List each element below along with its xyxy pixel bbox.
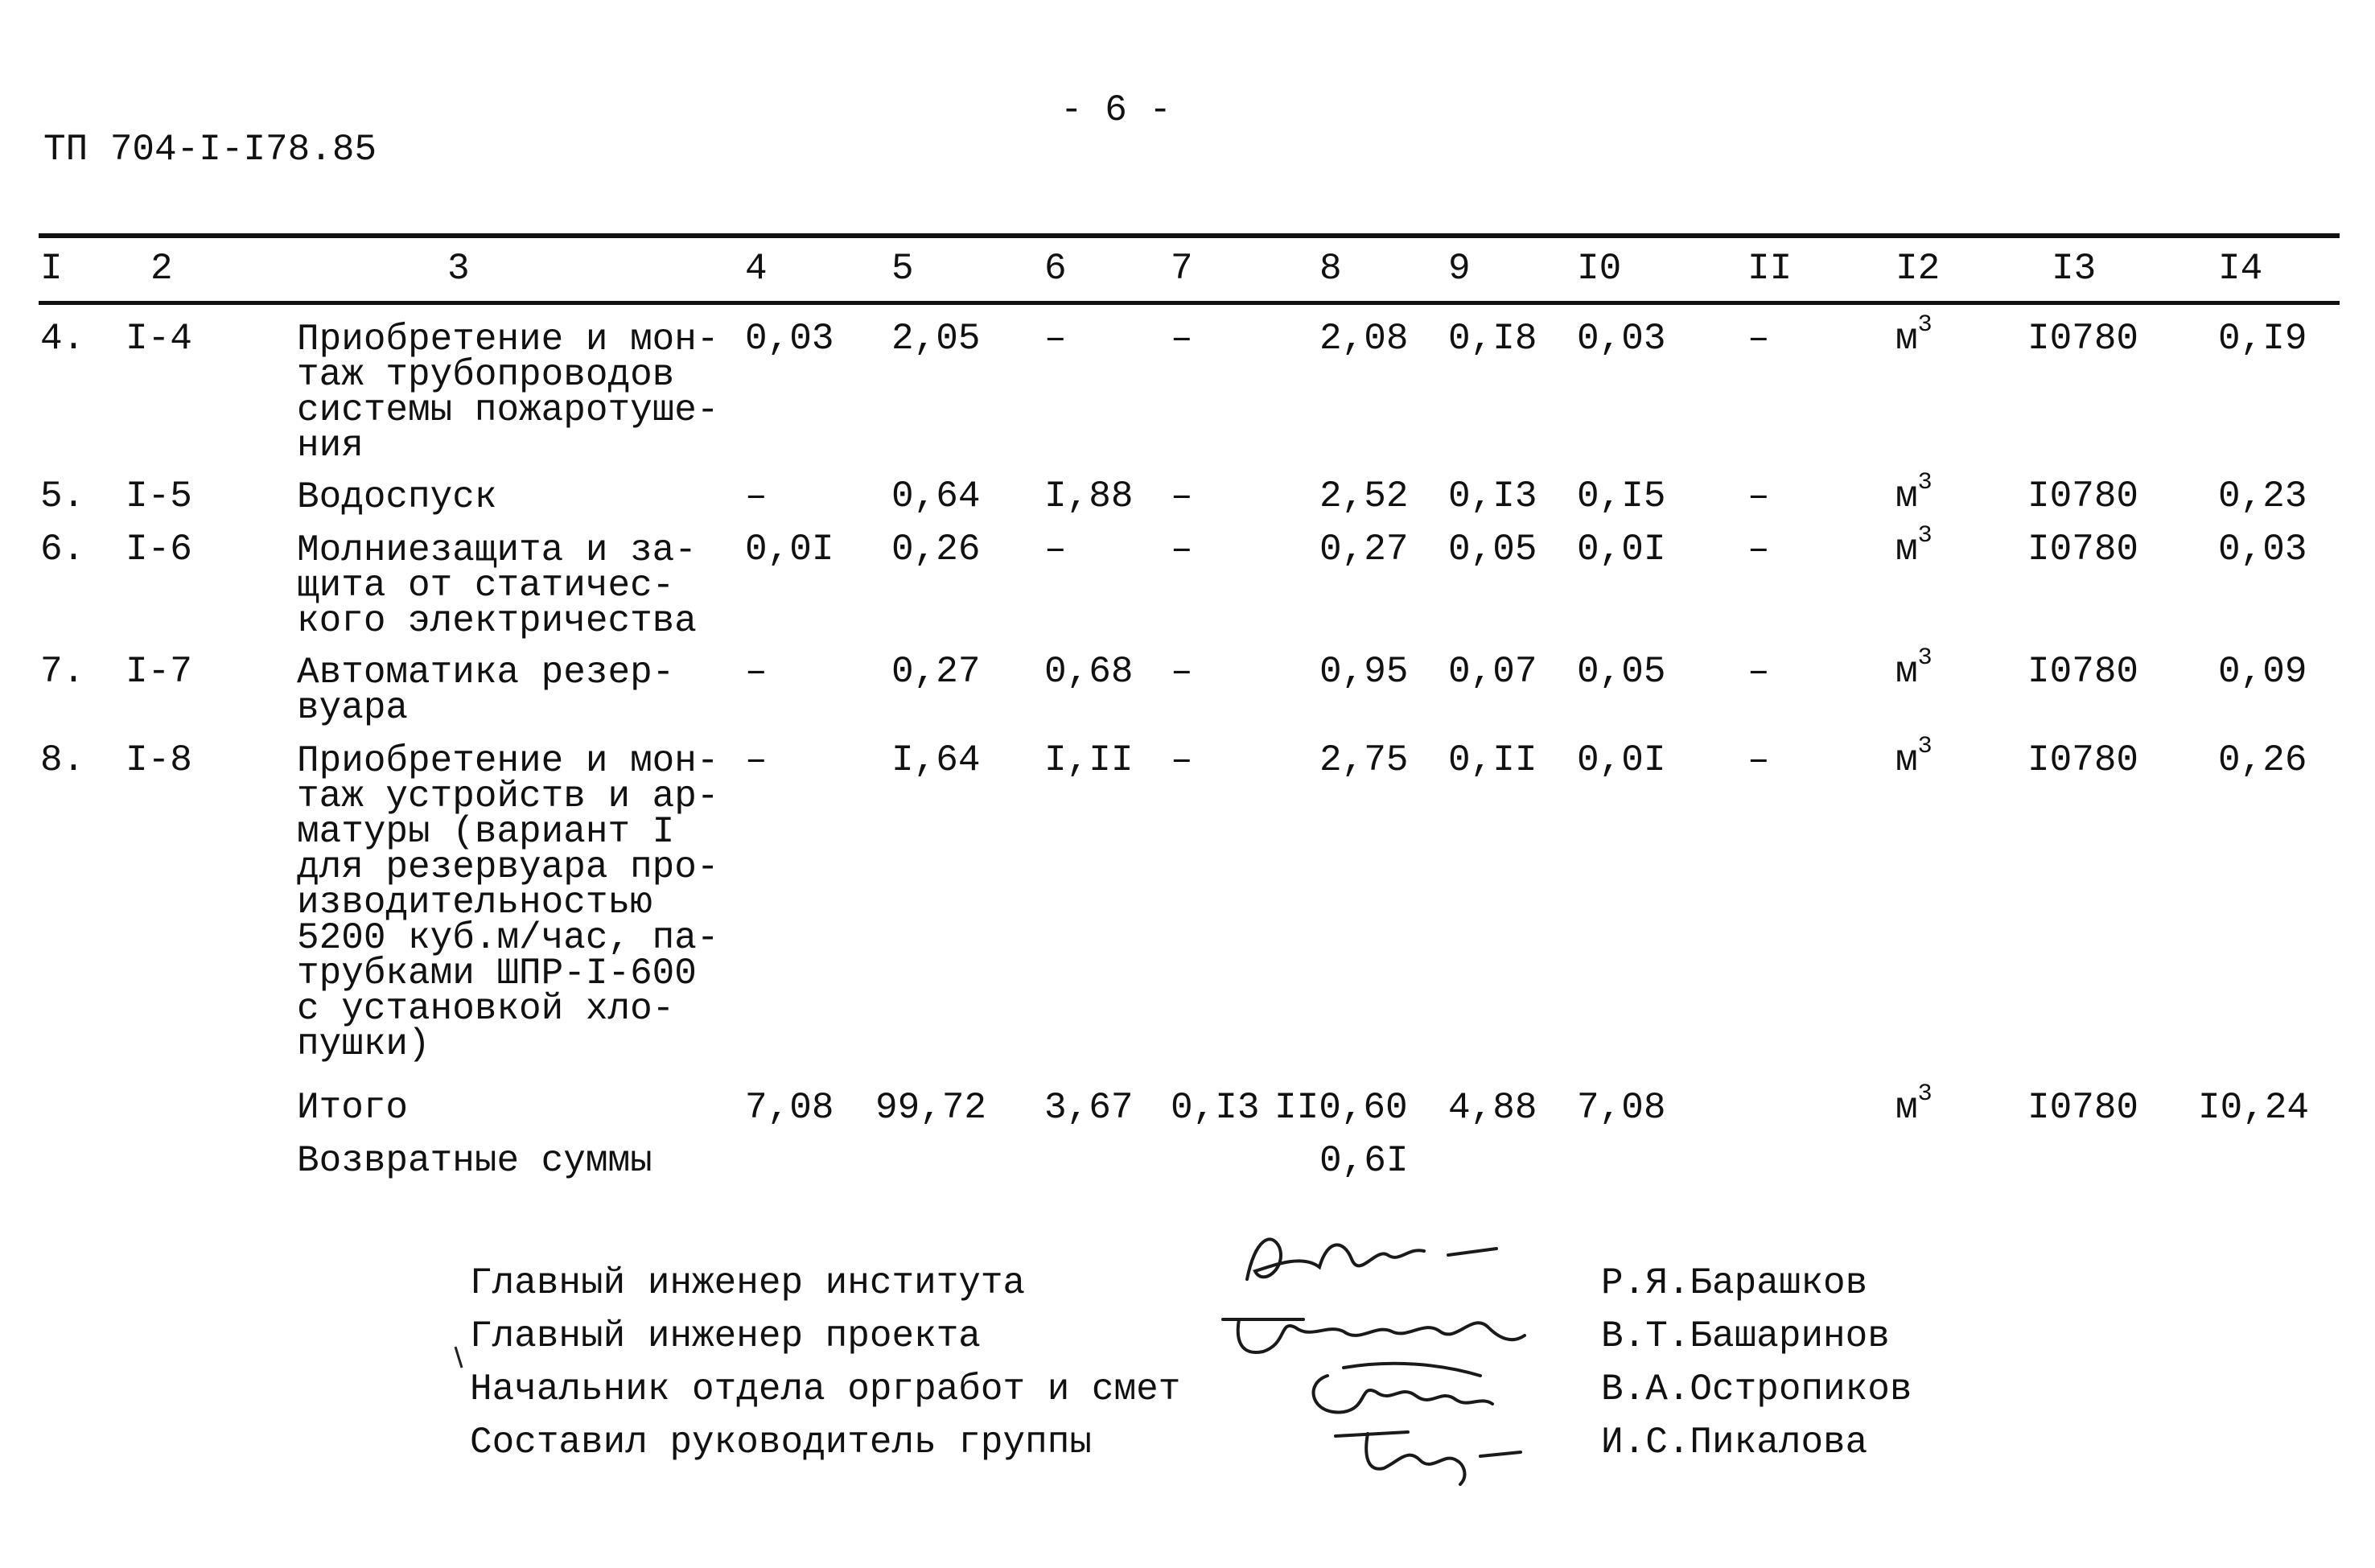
cell-col7: – (1171, 475, 1193, 517)
unit-exponent: 3 (1917, 469, 1933, 496)
cell-unit (1895, 311, 1933, 360)
cell-col9: 0,II (1448, 739, 1537, 781)
cell-col4: – (745, 475, 768, 517)
signatory-title: Составил руководитель группы (470, 1422, 1092, 1463)
cell-col8: 2,52 (1319, 475, 1409, 517)
row-description: Молниезащита и за- щита от статичес- кого электричества (297, 529, 697, 642)
table-header-rule (39, 301, 2340, 305)
cell-col7: – (1171, 529, 1193, 570)
signatory-title: Главный инженер института (470, 1262, 1026, 1304)
row-number: 8. (40, 739, 85, 781)
cell-col13: I0780 (2027, 529, 2139, 570)
col-header: 7 (1171, 248, 1193, 290)
document-code: ТП 704-I-I78.85 (43, 129, 377, 171)
signatory-title: Главный инженер проекта (470, 1315, 981, 1357)
pen-mark (451, 1344, 475, 1376)
col-header: 4 (745, 248, 768, 290)
col-header: 2 (150, 248, 173, 290)
cell-col14: 0,03 (2218, 529, 2307, 570)
row-number: 4. (40, 318, 85, 360)
cell-col14: 0,23 (2218, 475, 2307, 517)
cell-col9: 0,07 (1448, 651, 1537, 693)
cell-col13: I0780 (2027, 651, 2139, 693)
cell-unit (1895, 522, 1933, 570)
cell-col13: I0780 (2027, 318, 2139, 360)
row-code: I-4 (126, 318, 192, 360)
cell-col9: 0,I8 (1448, 318, 1537, 360)
cell-col7: – (1171, 318, 1193, 360)
page-number: - 6 - (1060, 89, 1172, 131)
col-header: I (40, 248, 63, 290)
unit-exponent: 3 (1917, 644, 1933, 672)
cell-col11: – (1747, 651, 1770, 693)
row-code: I-7 (126, 651, 192, 693)
cell-col8: 2,08 (1319, 318, 1409, 360)
unit-exponent: 3 (1917, 733, 1933, 760)
total-unit (1895, 1080, 1933, 1129)
total-col9: 4,88 (1448, 1087, 1537, 1129)
table-top-rule (39, 233, 2340, 238)
unit-text: м (1895, 529, 1918, 570)
cell-col13: I0780 (2027, 475, 2139, 517)
cell-col7: – (1171, 651, 1193, 693)
unit-text: м (1895, 739, 1918, 781)
cell-col5: 0,26 (891, 529, 981, 570)
cell-col4: 0,0I (745, 529, 834, 570)
cell-unit (1895, 644, 1933, 693)
col-header: 3 (447, 248, 470, 290)
unit-text: м (1895, 475, 1918, 517)
cell-col10: 0,I5 (1577, 475, 1666, 517)
cell-col11: – (1747, 318, 1770, 360)
cell-col6: I,88 (1044, 475, 1134, 517)
cell-col14: 0,09 (2218, 651, 2307, 693)
cell-col6: – (1044, 318, 1067, 360)
cell-col8: 0,27 (1319, 529, 1409, 570)
cell-col6: – (1044, 529, 1067, 570)
col-header: 6 (1044, 248, 1067, 290)
cell-col6: I,II (1044, 739, 1134, 781)
col-header: I2 (1895, 248, 1941, 290)
cell-col9: 0,I3 (1448, 475, 1537, 517)
row-description: Приобретение и мон- таж трубопроводов системы пожаротуше- ния (297, 319, 719, 467)
col-header: I0 (1577, 248, 1622, 290)
unit-text: м (1895, 1087, 1918, 1129)
cell-col10: 0,05 (1577, 651, 1666, 693)
total-label: Итого (297, 1087, 409, 1129)
cell-col10: 0,0I (1577, 529, 1666, 570)
col-header: 8 (1319, 248, 1342, 290)
total-col5: 99,72 (875, 1087, 987, 1129)
cell-col5: 0,64 (891, 475, 981, 517)
signatory-name: В.Т.Башаринов (1601, 1315, 1890, 1357)
cell-col10: 0,0I (1577, 739, 1666, 781)
unit-exponent: 3 (1917, 311, 1933, 339)
cell-col5: 0,27 (891, 651, 981, 693)
signature-4 (1319, 1416, 1529, 1488)
col-header: I4 (2218, 248, 2263, 290)
cell-col14: 0,26 (2218, 739, 2307, 781)
cell-unit (1895, 733, 1933, 781)
unit-text: м (1895, 651, 1918, 693)
col-header: I3 (2052, 248, 2097, 290)
cell-col11: – (1747, 739, 1770, 781)
cell-col4: – (745, 651, 768, 693)
signatory-title: Начальник отдела оргработ и смет (470, 1368, 1181, 1410)
cell-col8: 2,75 (1319, 739, 1409, 781)
cell-col4: – (745, 739, 768, 781)
row-description: Приобретение и мон- таж устройств и ар- матуры (вариант I для резервуара про- изводительностью 5200 куб.м/час, па- трубками ШПР-I-600 с установкой хло- пушки) (297, 740, 719, 1065)
row-number: 5. (40, 475, 85, 517)
total-col7: 0,I3 (1171, 1087, 1260, 1129)
cell-col5: I,64 (891, 739, 981, 781)
total-col13: I0780 (2027, 1087, 2139, 1129)
row-number: 7. (40, 651, 85, 693)
total-col10: 7,08 (1577, 1087, 1666, 1129)
unit-text: м (1895, 318, 1918, 360)
cell-col10: 0,03 (1577, 318, 1666, 360)
row-description: Водоспуск (297, 476, 497, 518)
cell-col13: I0780 (2027, 739, 2139, 781)
col-header: 9 (1448, 248, 1471, 290)
cell-col6: 0,68 (1044, 651, 1134, 693)
row-code: I-8 (126, 739, 192, 781)
row-number: 6. (40, 529, 85, 570)
cell-unit (1895, 469, 1933, 517)
cell-col11: – (1747, 529, 1770, 570)
total-col8: II0,60 (1274, 1087, 1408, 1129)
unit-exponent: 3 (1917, 522, 1933, 549)
cell-col8: 0,95 (1319, 651, 1409, 693)
cell-col9: 0,05 (1448, 529, 1537, 570)
cell-col5: 2,05 (891, 318, 981, 360)
signatory-name: В.А.Остропиков (1601, 1368, 1912, 1410)
total-col14: I0,24 (2198, 1087, 2310, 1129)
returns-label: Возвратные суммы (297, 1140, 652, 1182)
row-code: I-6 (126, 529, 192, 570)
signature-1 (1231, 1223, 1521, 1295)
cell-col14: 0,I9 (2218, 318, 2307, 360)
returns-col8: 0,6I (1319, 1140, 1409, 1182)
signatory-name: Р.Я.Барашков (1601, 1262, 1868, 1304)
col-header: II (1747, 248, 1793, 290)
cell-col11: – (1747, 475, 1770, 517)
cell-col4: 0,03 (745, 318, 834, 360)
row-code: I-5 (126, 475, 192, 517)
row-description: Автоматика резер- вуара (297, 652, 675, 729)
cell-col7: – (1171, 739, 1193, 781)
signatory-name: И.С.Пикалова (1601, 1422, 1868, 1463)
total-col4: 7,08 (745, 1087, 834, 1129)
col-header: 5 (891, 248, 914, 290)
total-col6: 3,67 (1044, 1087, 1134, 1129)
unit-exponent: 3 (1917, 1080, 1933, 1108)
